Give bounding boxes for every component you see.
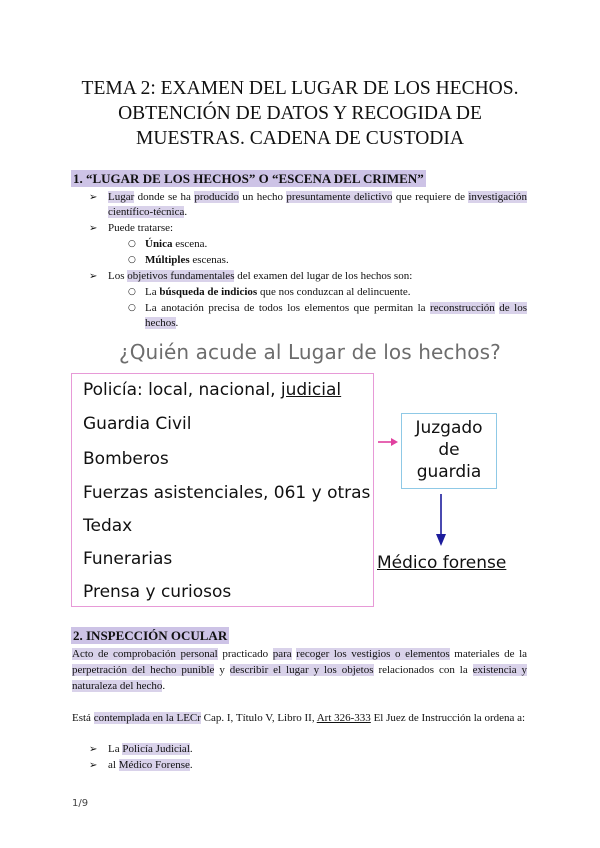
text: La [145, 286, 160, 298]
hl-lugar: Lugar [108, 191, 135, 203]
text: que requiere de [392, 191, 469, 203]
text: escenas. [189, 254, 229, 266]
pink-arrow-head [391, 438, 398, 446]
hl-describir: describir el lugar y los objetos [229, 664, 374, 676]
text: . [184, 206, 188, 218]
hl-reconstruccion: reconstrucción [430, 302, 495, 314]
bold-text: Única [145, 238, 173, 250]
section-1-heading: 1. “LUGAR DE LOS HECHOS” O “ESCENA DEL CRIMEN” [73, 171, 424, 186]
hl-perpetracion: perpetración del hecho punible [72, 664, 215, 676]
bold-text: búsqueda de indicios [159, 286, 258, 298]
text: Está [72, 712, 94, 724]
circle-bullet-icon: ○ [128, 239, 136, 249]
arrow-bullet-icon: ➢ [89, 271, 98, 282]
text: . [162, 680, 166, 692]
text: . [189, 743, 193, 755]
blue-arrow [436, 494, 446, 546]
text: El Juez de Instrucción la ordena a: [370, 712, 526, 724]
blue-arrow-head [436, 534, 446, 546]
hl-medico-forense: Médico Forense [118, 759, 190, 771]
text: Cap. I, Título V, Libro II, [200, 712, 317, 724]
juzgado-line-3: guardia [416, 462, 482, 482]
text: un hecho [238, 191, 287, 203]
hl-producido: producido [194, 191, 239, 203]
text: y [214, 664, 230, 676]
text: Policía: local, nacional, [83, 380, 281, 400]
art-reference: Art 326-333 [316, 712, 371, 724]
hl-investigacion: investigación científico-técnica [108, 191, 528, 218]
diagram-title: ¿Quién acude al Lugar de los hechos? [119, 340, 501, 364]
arrow-bullet-icon: ➢ [89, 744, 98, 755]
circle-bullet-icon: ○ [128, 255, 136, 265]
arrow-bullet-icon: ➢ [89, 192, 98, 203]
text: materiales de la [449, 648, 528, 660]
hl-acto: Acto de comprobación personal [72, 648, 218, 660]
bullet-medico-forense [89, 758, 193, 773]
text: . [175, 317, 179, 329]
inspeccion-paragraph [72, 646, 527, 694]
text: La anotación precisa de todos los elementos que permitan la [145, 302, 431, 314]
juzgado-line-1: Juzgado [415, 418, 483, 438]
text: Los [108, 270, 128, 282]
text: al [108, 759, 119, 771]
juzgado-line-2: de [438, 440, 460, 460]
hl-contemplada: contemplada en la LECr [93, 712, 201, 724]
arrow-bullet-icon: ➢ [89, 223, 98, 234]
hl-presuntamente: presuntamente delictivo [286, 191, 393, 203]
title-line-3: MUESTRAS. CADENA DE CUSTODIA [136, 128, 464, 149]
text: escena. [172, 238, 208, 250]
text: relacionados con la [373, 664, 473, 676]
hl-para: para [272, 648, 292, 660]
responder-prensa: Prensa y curiosos [83, 582, 232, 602]
text: Puede tratarse: [108, 222, 174, 234]
responder-bomberos: Bomberos [83, 449, 169, 469]
bullet-policia-judicial [89, 742, 193, 757]
judicial-underlined: judicial [280, 380, 342, 400]
arrow-bullet-icon: ➢ [89, 760, 98, 771]
page-number: 1/9 [72, 798, 89, 809]
pink-arrow [378, 438, 398, 446]
title-line-1: TEMA 2: EXAMEN DEL LUGAR DE LOS HECHOS. [81, 78, 519, 99]
hl-objetivos: objetivos fundamentales [127, 270, 235, 282]
hl-policia-judicial: Policía Judicial [122, 743, 190, 755]
title-line-2: OBTENCIÓN DE DATOS Y RECOGIDA DE [118, 103, 482, 124]
section-2-heading: 2. INSPECCIÓN OCULAR [73, 628, 228, 643]
text: practicado [217, 648, 273, 660]
responder-funerarias: Funerarias [83, 549, 173, 569]
hl-existencia: existencia y naturaleza del hecho [72, 664, 528, 692]
text: . [189, 759, 193, 771]
hl-recoger: recoger los vestigios o elementos [296, 648, 450, 660]
medico-forense-label: Médico forense [377, 553, 507, 573]
responder-tedax: Tedax [83, 516, 133, 536]
bold-text: Múltiples [145, 254, 190, 266]
circle-bullet-icon: ○ [128, 287, 136, 297]
responder-guardia-civil: Guardia Civil [83, 414, 192, 434]
circle-bullet-icon: ○ [128, 303, 136, 313]
hl-hechos: de los hechos [145, 302, 527, 329]
text: del examen del lugar de los hechos son: [234, 270, 413, 282]
text: que nos conduzcan al delincuente. [257, 286, 411, 298]
lecr-paragraph [72, 710, 527, 726]
responder-fuerzas: Fuerzas asistenciales, 061 y otras [83, 483, 371, 503]
text: La [108, 743, 123, 755]
text: donde se ha [134, 191, 195, 203]
